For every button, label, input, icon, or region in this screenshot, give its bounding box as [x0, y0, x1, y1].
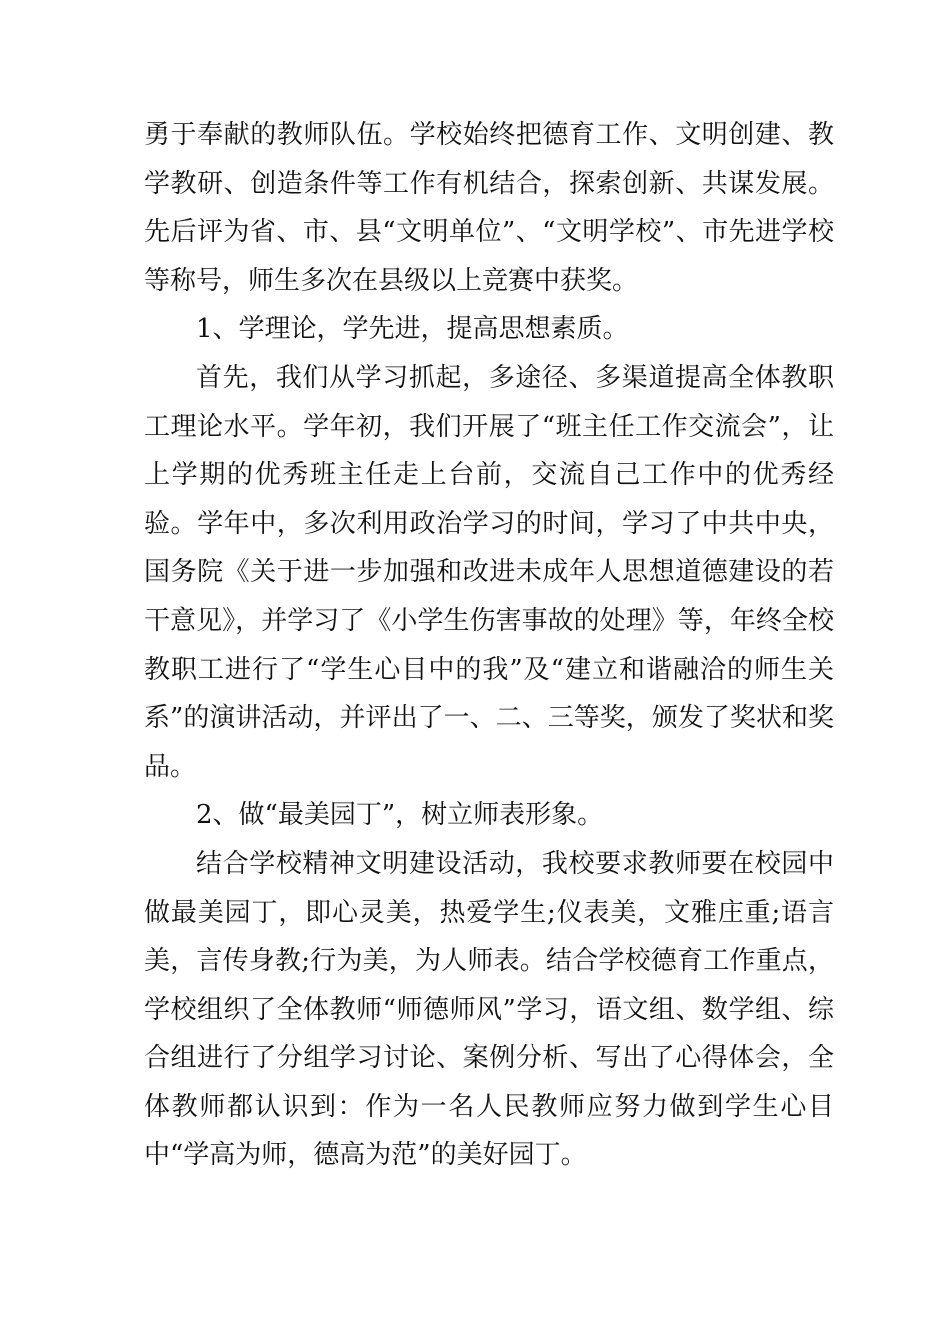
document-body	[144, 111, 834, 1180]
paragraph-intro: 勇于奉献的教师队伍。学校始终把德育工作、文明创建、教学教研、创造条件等工作有机结合，探索创新、共谋发展。先后评为省、市、县“文明单位”、“文明学校”、市先进学校等称号，师生多次在县级以上竞赛中获奖。	[144, 120, 834, 296]
paragraph-gardener: 结合学校精神文明建设活动，我校要求教师要在校园中做最美园丁，即心灵美，热爱学生;仪表美，文雅庄重;语言美，言传身教;行为美，为人师表。结合学校德育工作重点，学校组织了全体教师“师德师风”学习，语文组、数学组、综合组进行了分组学习讨论、案例分析、写出了心得体会，全体教师都认识到：作为一名人民教师应努力做到学生心目中“学高为师，德高为范”的美好园丁。	[144, 848, 834, 1171]
section-heading-2: 2、做“最美园丁”，树立师表形象。	[196, 800, 604, 831]
paragraph-study: 首先，我们从学习抓起，多途径、多渠道提高全体教职工理论水平。学年初，我们开展了“班主任工作交流会”，让上学期的优秀班主任走上台前，交流自己工作中的优秀经验。学年中，多次利用政治学习的时间，学习了中共中央，国务院《关于进一步加强和改进未成年人思想道德建设的若干意见》，并学习了《小学生伤害事故的处理》等，年终全校教职工进行了“学生心目中的我”及“建立和谐融洽的师生关系”的演讲活动，并评出了一、二、三等奖，颁发了奖状和奖品。	[144, 362, 834, 782]
section-heading-1: 1、学理论，学先进，提高思想素质。	[196, 314, 629, 345]
